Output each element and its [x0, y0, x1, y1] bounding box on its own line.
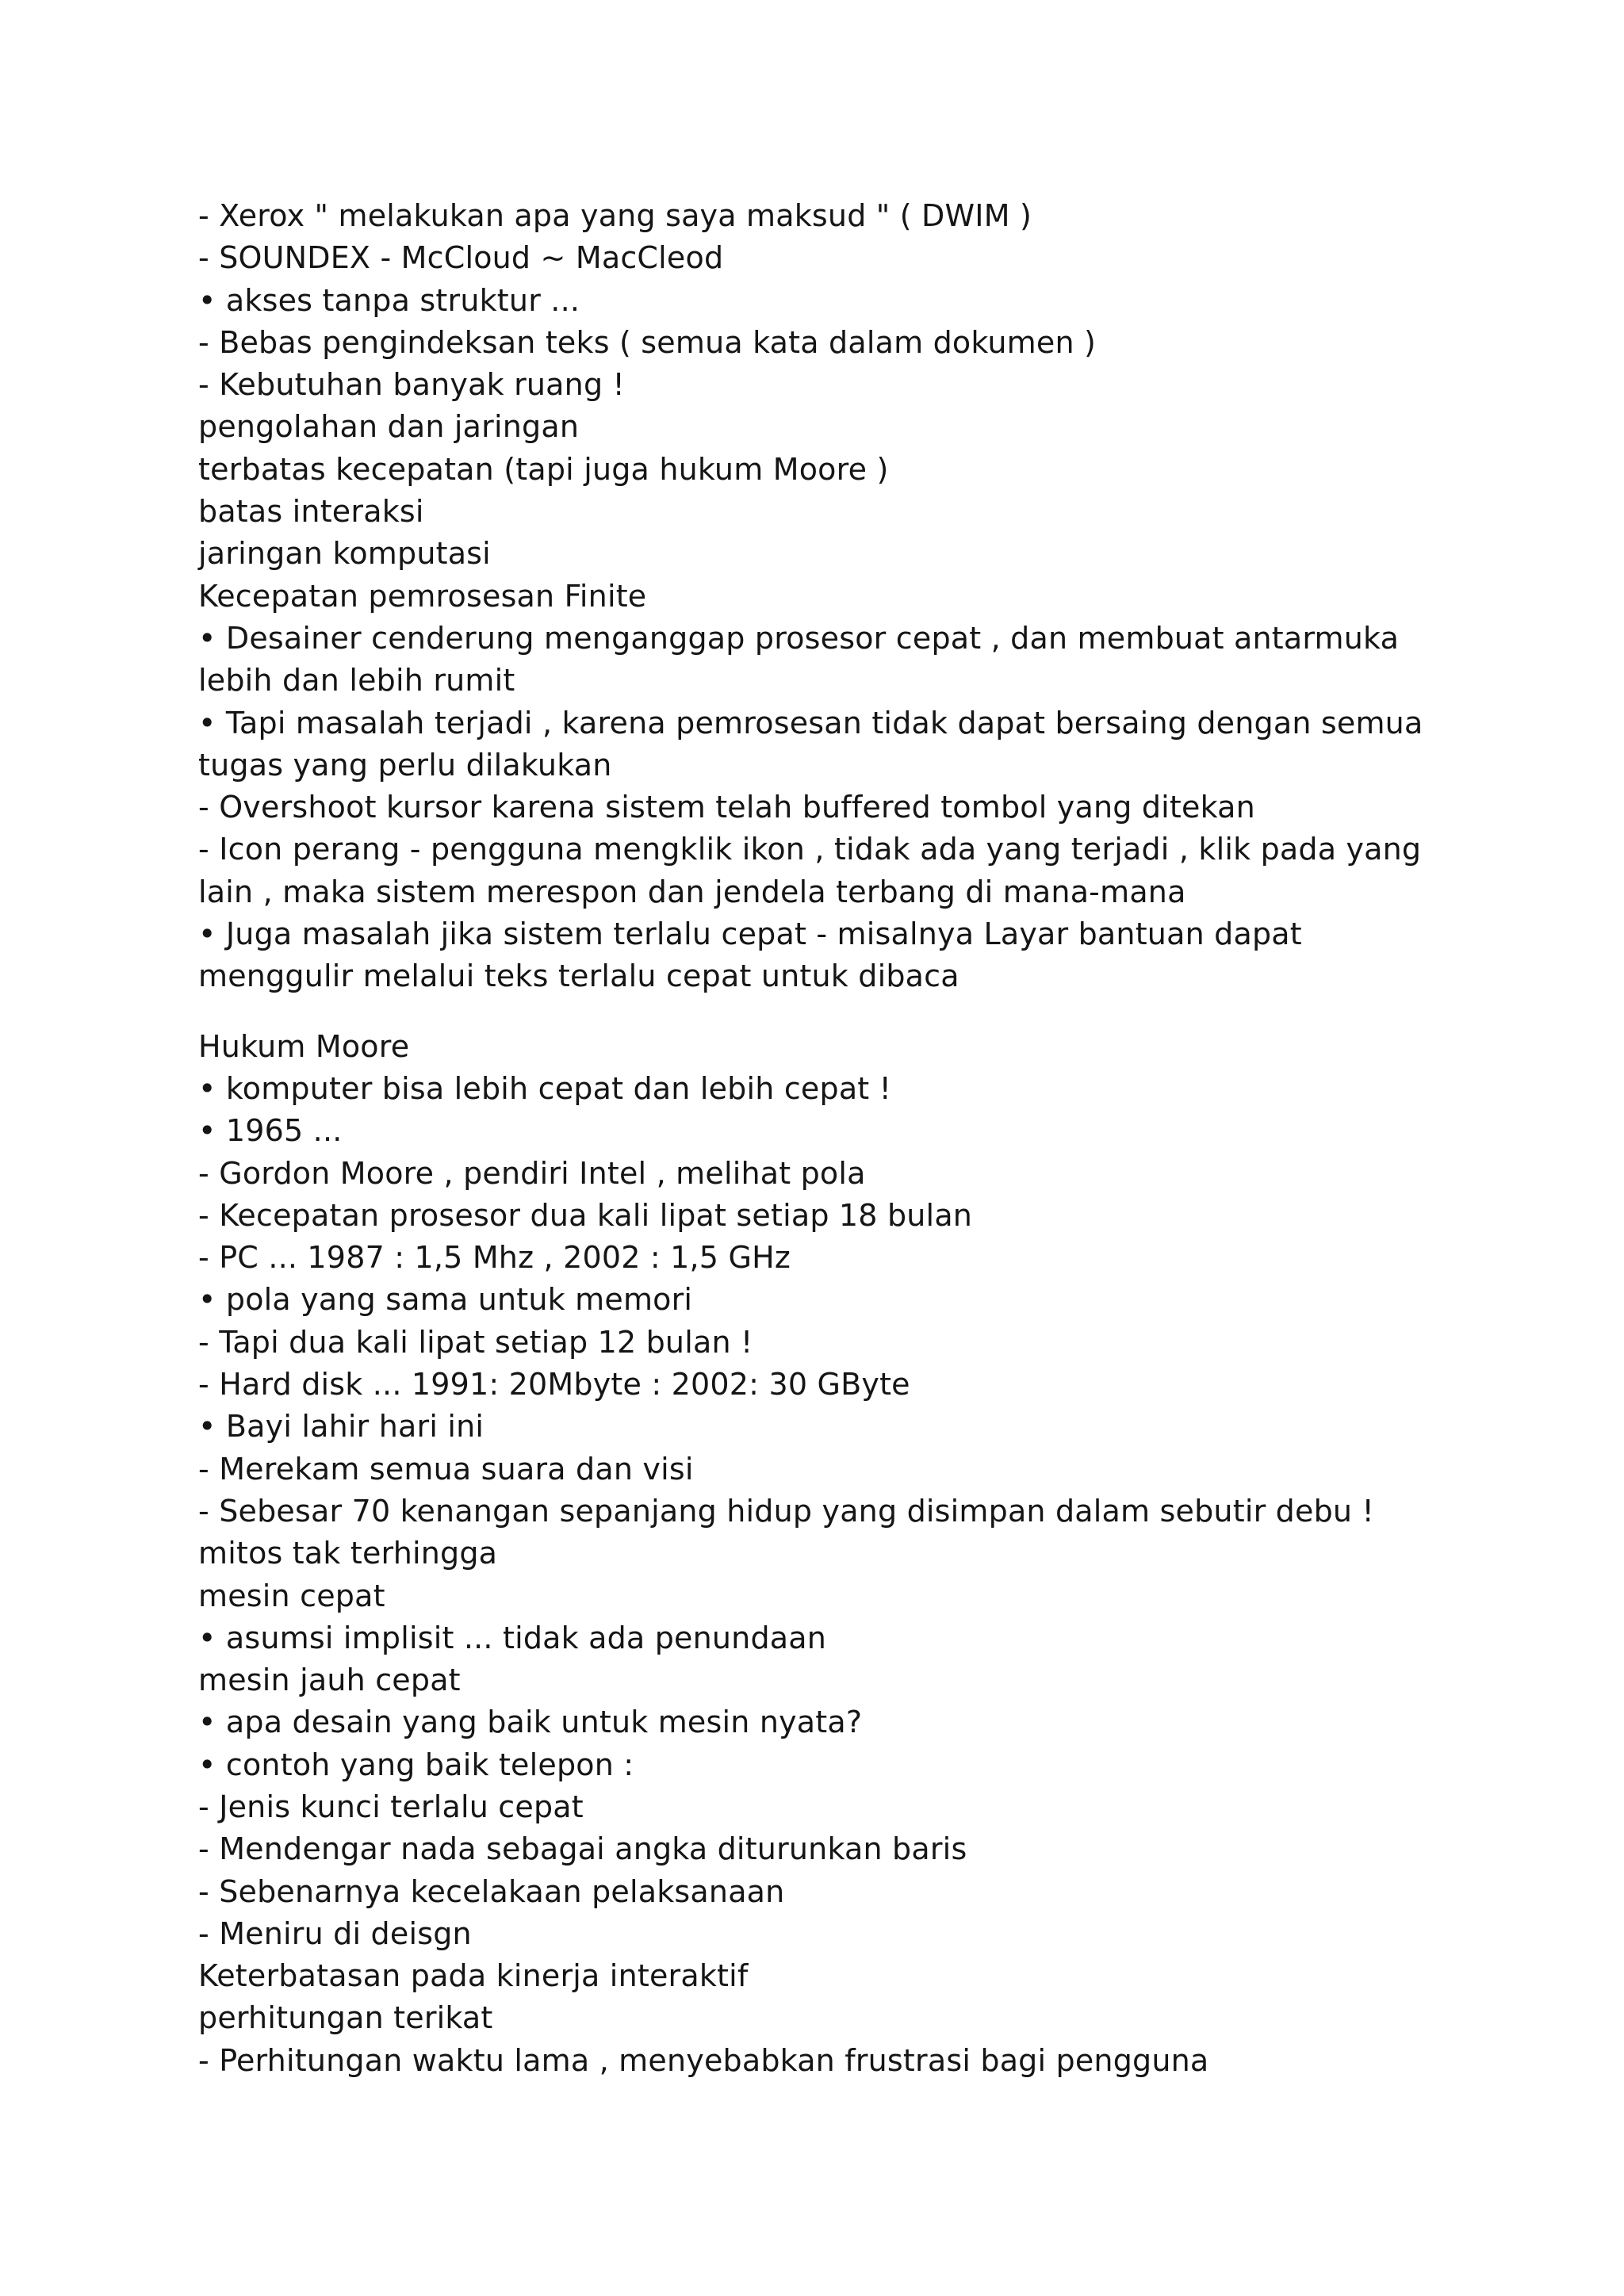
- text-line: mesin jauh cepat: [198, 1663, 461, 1698]
- text-line: - Merekam semua suara dan visi: [198, 1451, 694, 1487]
- text-line: • apa desain yang baik untuk mesin nyata?: [198, 1705, 863, 1740]
- text-line: tugas yang perlu dilakukan: [198, 747, 612, 783]
- text-line: • Bayi lahir hari ini: [198, 1409, 485, 1445]
- text-line: lain , maka sistem merespon dan jendela terbang di mana-mana: [198, 874, 1186, 909]
- text-line: lebih dan lebih rumit: [198, 663, 515, 698]
- paragraph-gap: [198, 998, 1499, 1026]
- text-line: menggulir melalui teks terlalu cepat untuk dibaca: [198, 959, 959, 994]
- text-line: • Desainer cenderung menganggap prosesor cepat , dan membuat antarmuka: [198, 620, 1400, 656]
- text-line: - Kebutuhan banyak ruang !: [198, 367, 625, 403]
- text-line: - Sebesar 70 kenangan sepanjang hidup yang disimpan dalam sebutir debu !: [198, 1493, 1374, 1529]
- text-line: - Bebas pengindeksan teks ( semua kata dalam dokumen ): [198, 324, 1097, 360]
- text-line: mitos tak terhingga: [198, 1536, 498, 1571]
- document-page: [198, 195, 1499, 2082]
- text-line: - SOUNDEX - McCloud ~ MacCleod: [198, 240, 724, 276]
- text-line: jaringan komputasi: [198, 536, 491, 572]
- text-line: - Jenis kunci terlalu cepat: [198, 1789, 584, 1824]
- text-section-2: [198, 1026, 1499, 2082]
- text-line: • Tapi masalah terjadi , karena pemrosesan tidak dapat bersaing dengan semua: [198, 705, 1423, 740]
- text-line: - PC ... 1987 : 1,5 Mhz , 2002 : 1,5 GHz: [198, 1240, 791, 1276]
- text-line: • pola yang sama untuk memori: [198, 1282, 693, 1318]
- text-line: - Kecepatan prosesor dua kali lipat setiap 18 bulan: [198, 1197, 973, 1233]
- text-line: - Tapi dua kali lipat setiap 12 bulan !: [198, 1324, 753, 1360]
- text-line: - Mendengar nada sebagai angka diturunkan baris: [198, 1831, 967, 1867]
- text-line: - Icon perang - pengguna mengklik ikon , tidak ada yang terjadi , klik pada yang: [198, 832, 1422, 867]
- text-line: - Perhitungan waktu lama , menyebabkan frustrasi bagi pengguna: [198, 2042, 1209, 2078]
- text-line: Keterbatasan pada kinerja interaktif: [198, 1958, 749, 1994]
- text-line: - Sebenarnya kecelakaan pelaksanaan: [198, 1873, 785, 1909]
- text-line: mesin cepat: [198, 1578, 385, 1613]
- text-line: Kecepatan pemrosesan Finite: [198, 578, 647, 614]
- text-line: - Overshoot kursor karena sistem telah buffered tombol yang ditekan: [198, 790, 1255, 825]
- text-line: perhitungan terikat: [198, 2000, 493, 2036]
- text-line: • asumsi implisit ... tidak ada penundaan: [198, 1620, 827, 1655]
- text-line: Hukum Moore: [198, 1028, 410, 1064]
- text-line: pengolahan dan jaringan: [198, 409, 580, 445]
- text-line: - Xerox " melakukan apa yang saya maksud " ( DWIM ): [198, 198, 1032, 233]
- text-line: • 1965 ...: [198, 1113, 343, 1149]
- text-line: - Gordon Moore , pendiri Intel , melihat pola: [198, 1155, 866, 1191]
- text-line: - Meniru di deisgn: [198, 1915, 472, 1951]
- text-section-1: [198, 195, 1499, 998]
- text-line: batas interaksi: [198, 494, 424, 530]
- text-line: terbatas kecepatan (tapi juga hukum Moore ): [198, 451, 889, 487]
- text-line: • contoh yang baik telepon :: [198, 1747, 634, 1782]
- text-line: • komputer bisa lebih cepat dan lebih cepat !: [198, 1070, 892, 1106]
- text-line: - Hard disk ... 1991: 20Mbyte : 2002: 30 GByte: [198, 1367, 910, 1402]
- text-line: • akses tanpa struktur ...: [198, 282, 580, 318]
- text-line: • Juga masalah jika sistem terlalu cepat - misalnya Layar bantuan dapat: [198, 916, 1302, 952]
